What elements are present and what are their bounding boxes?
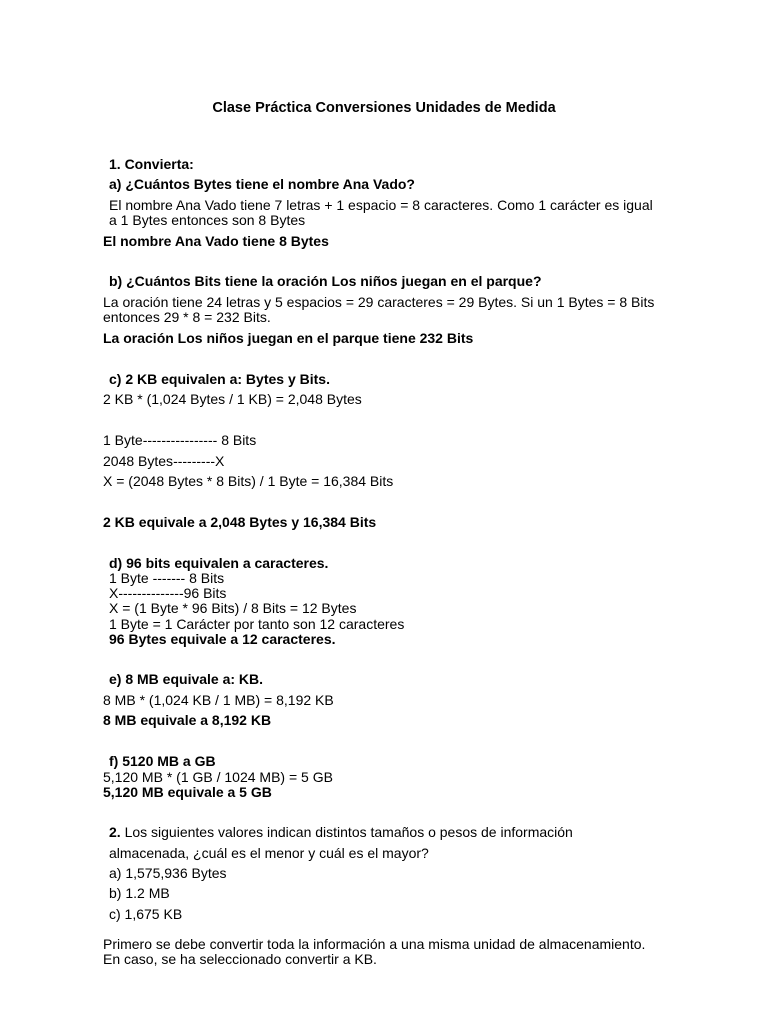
step-d-2: 1 Byte = 1 Carácter por tanto son 12 caracteres	[109, 616, 405, 632]
question-d: d) 96 bits equivalen a caracteres.	[109, 555, 329, 571]
rule-c-left-2: 2048 Bytes	[103, 453, 174, 469]
explanation-a-line-2: a 1 Bytes entonces son 8 Bytes	[109, 212, 306, 228]
question-a: a) ¿Cuántos Bytes tiene el nombre Ana Vado?	[109, 176, 415, 192]
answer-b: La oración Los niños juegan en el parque tiene 232 Bits	[103, 330, 474, 346]
option-c: c) 1,675 KB	[109, 906, 183, 922]
explanation-b-line-1: La oración tiene 24 letras y 5 espacios = 29 caracteres = 29 Bytes. Si un 1 Bytes = 8 Bits	[103, 294, 655, 310]
question-e: e) 8 MB equivale a: KB.	[109, 671, 264, 687]
step-e-1: 8 MB * (1,024 KB / 1 MB) = 8,192 KB	[103, 692, 334, 708]
step-c-2: X = (2048 Bytes * 8 Bits) / 1 Byte = 16,384 Bits	[103, 473, 394, 489]
explanation-a-line-1: El nombre Ana Vado tiene 7 letras + 1 espacio = 8 caracteres. Como 1 carácter es igual	[109, 197, 653, 213]
rule-c-line-1	[103, 432, 256, 448]
rule-c-mid-2: ---------	[173, 453, 216, 469]
answer-e: 8 MB equivale a 8,192 KB	[103, 712, 272, 728]
question-b: b) ¿Cuántos Bits tiene la oración Los niños juegan en el parque?	[109, 273, 542, 289]
rule-c-line-2	[103, 453, 224, 469]
step-d-1: X = (1 Byte * 96 Bits) / 8 Bits = 12 Bytes	[109, 600, 357, 616]
document-title: Clase Práctica Conversiones Unidades de Medida	[212, 100, 556, 116]
conclusion-line-1: Primero se debe convertir toda la información a una misma unidad de almacenamiento.	[103, 936, 646, 952]
step-f-1: 5,120 MB * (1 GB / 1024 MB) = 5 GB	[103, 769, 333, 785]
rule-c-left-1: 1 Byte----------------	[103, 432, 218, 448]
step-c-1: 2 KB * (1,024 Bytes / 1 KB) = 2,048 Bytes	[103, 391, 362, 407]
answer-f: 5,120 MB equivale a 5 GB	[103, 784, 272, 800]
rule-c-right-2: X	[215, 453, 225, 469]
option-a: a) 1,575,936 Bytes	[109, 865, 227, 881]
answer-a: El nombre Ana Vado tiene 8 Bytes	[103, 233, 329, 249]
section-2-intro-line-1	[109, 824, 573, 840]
rule-d-line-1: 1 Byte ------- 8 Bits	[109, 570, 225, 586]
section-2-intro-text: Los siguientes valores indican distintos tamaños o pesos de información	[124, 824, 573, 840]
conclusion-line-2: En caso, se ha seleccionado convertir a KB.	[103, 951, 377, 967]
answer-d: 96 Bytes equivale a 12 caracteres.	[109, 631, 336, 647]
section-1-heading: 1. Convierta:	[109, 156, 194, 172]
section-2-intro-line-2: almacenada, ¿cuál es el menor y cuál es el mayor?	[109, 845, 429, 861]
rule-d-line-2: X--------------96 Bits	[109, 585, 227, 601]
section-2-number: 2.	[109, 824, 121, 840]
answer-c: 2 KB equivale a 2,048 Bytes y 16,384 Bits	[103, 514, 377, 530]
question-c: c) 2 KB equivalen a: Bytes y Bits.	[109, 371, 330, 387]
rule-c-right-1: 8 Bits	[221, 432, 257, 448]
option-b: b) 1.2 MB	[109, 885, 170, 901]
explanation-b-line-2: entonces 29 * 8 = 232 Bits.	[103, 309, 271, 325]
question-f: f) 5120 MB a GB	[109, 753, 216, 769]
